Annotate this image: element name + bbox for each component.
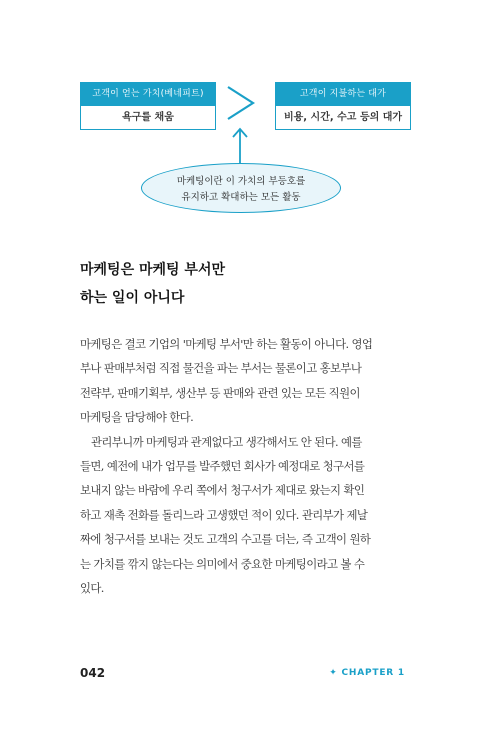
page-number: 042 bbox=[80, 666, 106, 680]
body-line: 관리부니까 마케팅과 관계없다고 생각해서도 안 된다. 예를 bbox=[91, 434, 362, 449]
benefit-box-body: 욕구를 채움 bbox=[80, 106, 216, 130]
chapter-marker-icon: ✦ bbox=[329, 668, 338, 678]
body-paragraphs bbox=[80, 332, 405, 600]
benefit-box-header: 고객이 얻는 가치(베네피트) bbox=[80, 82, 216, 106]
body-line: 전략부, 판매기획부, 생산부 등 판매와 관련 있는 모든 직원이 bbox=[80, 385, 360, 400]
body-line: 하고 재촉 전화를 돌리느라 고생했던 적이 있다. 관리부가 제날 bbox=[80, 507, 368, 522]
chapter-label-text: CHAPTER 1 bbox=[341, 668, 405, 678]
heading-line: 마케팅은 마케팅 부서만 bbox=[80, 262, 225, 278]
body-line: 짜에 청구서를 보내는 것도 고객의 수고를 더는, 즉 고객이 원하 bbox=[80, 532, 371, 547]
body-line: 부나 판매부처럼 직접 물건을 파는 부서는 물론이고 홍보부나 bbox=[80, 361, 362, 376]
section-heading bbox=[80, 256, 225, 312]
value-diagram bbox=[0, 0, 500, 240]
body-line: 마케팅을 담당해야 한다. bbox=[80, 410, 194, 425]
body-line: 보내지 않는 바람에 우리 쪽에서 청구서가 제대로 왔는지 확인 bbox=[80, 483, 365, 498]
body-line: 있다. bbox=[80, 581, 104, 596]
body-line: 는 가치를 깎지 않는다는 의미에서 중요한 마케팅이라고 볼 수 bbox=[80, 556, 365, 571]
ellipse-line: 마케팅이란 이 가치의 부등호를 bbox=[176, 176, 306, 187]
benefit-box bbox=[80, 82, 216, 130]
cost-box bbox=[275, 82, 411, 130]
greater-than-symbol bbox=[228, 87, 253, 119]
heading-line: 하는 일이 아니다 bbox=[80, 290, 185, 306]
body-line: 마케팅은 결코 기업의 '마케팅 부서'만 하는 활동이 아니다. 영업 bbox=[80, 337, 373, 351]
marketing-definition-ellipse bbox=[141, 163, 341, 213]
chapter-label bbox=[329, 668, 405, 678]
ellipse-line: 유지하고 확대하는 모든 활동 bbox=[181, 192, 301, 203]
cost-box-body: 비용, 시간, 수고 등의 대가 bbox=[275, 106, 411, 130]
cost-box-header: 고객이 지불하는 대가 bbox=[275, 82, 411, 106]
body-line: 들면, 예전에 내가 업무를 발주했던 회사가 예정대로 청구서를 bbox=[80, 459, 365, 474]
